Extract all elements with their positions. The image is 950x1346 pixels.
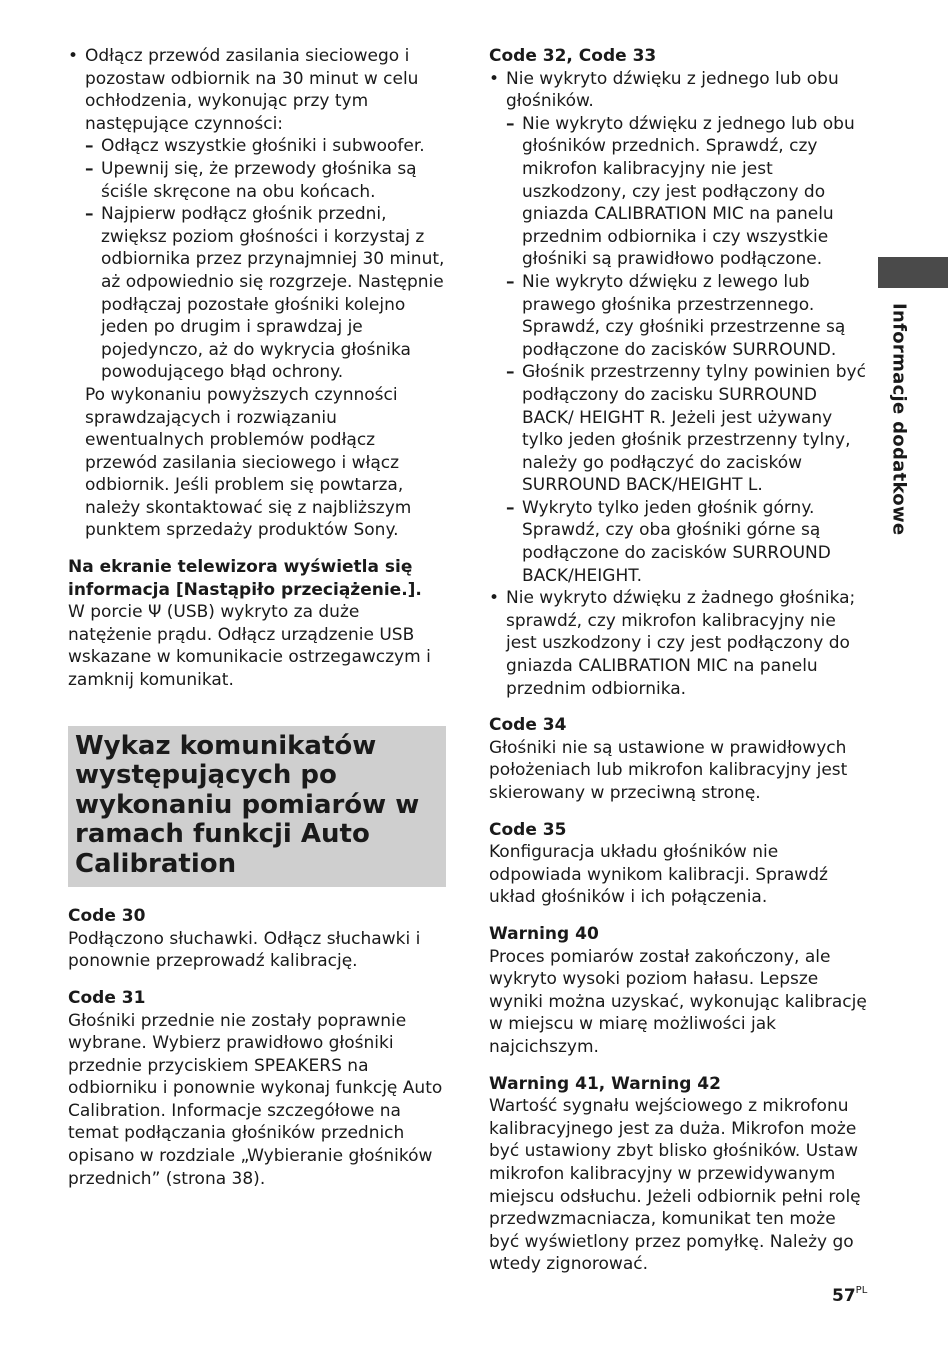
bullet-item (489, 587, 871, 700)
dash-mark: – (506, 113, 515, 134)
section-side-label: Informacje dodatkowe (888, 303, 910, 536)
bullet-text: Odłącz przewód zasilania sieciowego i pozostaw odbiornik na 30 minut w celu ochłodzenia, wykonując przy tym następujące czynności: (85, 46, 419, 134)
tv-overload-text: W porcie Ψ (USB) wykryto za duże natężenie prądu. Odłącz urządzenie USB wskazane w komunikacie ostrzegawczym i zamknij komunikat. (68, 602, 431, 691)
dash-text: Odłącz wszystkie głośniki i subwoofer. (101, 136, 425, 157)
warning4142-text: Wartość sygnału wejściowego z mikrofonu kalibracyjnego jest za duża. Mikrofon może być ustawiony zbyt blisko głośników. Ustaw mikrofon kalibracyjny w przewidywanym miejscu odsłuchu. Jeżeli odbiornik pełni rolę przedwzmacniacza, komunikat ten może być wyświetlony przez pomyłkę. Należy go wtedy zignorować. (489, 1096, 861, 1275)
right-column (489, 45, 871, 1276)
warning4142-title: Warning 41, Warning 42 (489, 1073, 721, 1094)
dash-text: Upewnij się, że przewody głośnika są ściśle skręcone na obu końcach. (101, 158, 417, 202)
dash-text: Najpierw podłącz głośnik przedni, zwiększ poziom głośności i korzystaj z odbiornika przez przynajmniej 30 minut, aż odpowiednio się rozgrzeje. Następnie podłączaj pozostałe głośniki kolejno jeden po drugim i sprawdzaj je pojedynczo, aż do wykrycia głośnika powodującego błąd ochrony. (101, 204, 445, 383)
page-language-suffix: PL (855, 1285, 868, 1296)
after-check-text: Po wykonaniu powyższych czynności sprawdzających i rozwiązaniu ewentualnych problemów podłącz przewód zasilania sieciowego i włącz odbiornik. Jeśli problem się powtarza, należy skontaktować się z najbliższym punktem sprzedaży produktów Sony. (85, 384, 412, 541)
bullet-item (68, 45, 446, 135)
bullet-text: Nie wykryto dźwięku z jednego lub obu głośników. (506, 68, 839, 112)
code31-title: Code 31 (68, 987, 146, 1008)
dash-item (85, 135, 446, 158)
code34-text: Głośniki nie są ustawione w prawidłowych położeniach lub mikrofon kalibracyjny jest skierowany w przeciwną stronę. (489, 737, 848, 803)
dash-text: Nie wykryto dźwięku z jednego lub obu głośników przednich. Sprawdź, czy mikrofon kalibracyjny nie jest uszkodzony, czy jest podłączony do gniazda CALIBRATION MIC na panelu przednim odbiornika i czy wszystkie głośniki są prawidłowo podłączone. (522, 113, 855, 270)
code31-text: Głośniki przednie nie zostały poprawnie wybrane. Wybierz prawidłowo głośniki przednie przyciskiem SPEAKERS na odbiorniku i ponownie wykonaj funkcję Auto Calibration. Informacje szczegółowe na temat podłączania głośników przednich opisano w rozdziale „Wybieranie głośników przednich” (strona 38). (68, 1010, 443, 1189)
code30-text: Podłączono słuchawki. Odłącz słuchawki i ponownie przeprowadź kalibrację. (68, 928, 421, 972)
warning40-text: Proces pomiarów został zakończony, ale wykryto wysoki poziom hałasu. Lepsze wyniki można uzyskać, wykonując kalibrację w miejscu w miarę możliwości jak najcichszym. (489, 946, 867, 1057)
section-tab-marker (878, 257, 948, 288)
usb-icon: Ψ (147, 602, 162, 623)
dash-item (506, 113, 871, 271)
page-number: $57^{PL}$ (832, 1285, 868, 1306)
code35-text: Konfiguracja układu głośników nie odpowiada wynikom kalibracji. Sprawdź układ głośników i ich połączenia. (489, 842, 828, 908)
dash-text: Wykryto tylko jeden głośnik górny. Sprawdź, czy oba głośniki górne są podłączone do zacisków SURROUND BACK/HEIGHT. (522, 497, 831, 586)
bullet-mark: • (68, 46, 79, 66)
dash-text: Głośnik przestrzenny tylny powinien być podłączony do zacisku SURROUND BACK/ HEIGHT R. Jeżeli jest używany tylko jeden głośnik przestrzenny tylny, należy go podłączyć do zacisków SURROUND BACK/HEIGHT L. (522, 362, 866, 496)
code35-title: Code 35 (489, 819, 567, 840)
dash-mark: – (506, 271, 515, 292)
dash-item (506, 361, 871, 497)
dash-mark: – (506, 497, 515, 518)
code3233-title: Code 32, Code 33 (489, 46, 657, 66)
warning40-title: Warning 40 (489, 923, 599, 944)
dash-item (506, 497, 871, 587)
bullet-item (489, 68, 871, 113)
bullet-text: Nie wykryto dźwięku z żadnego głośnika; sprawdź, czy mikrofon kalibracyjny nie jest uszkodzony i czy jest podłączony do gniazda CALIBRATION MIC na panelu przednim odbiornika. (506, 588, 856, 699)
tv-overload-heading: Na ekranie telewizora wyświetla się informacja [Nastąpiło przeciążenie.]. (68, 557, 422, 600)
bullet-mark: • (489, 588, 500, 609)
dash-mark: – (506, 362, 515, 383)
dash-list (506, 113, 871, 587)
dash-text: Nie wykryto dźwięku z lewego lub prawego głośnika przestrzennego. Sprawdź, czy głośniki przestrzenne są podłączone do zacisków SURROUND. (522, 271, 846, 360)
section-banner: Wykaz komunikatów występujących po wykonaniu pomiarów w ramach funkcji Auto Calibration (68, 726, 446, 888)
dash-item (85, 203, 446, 384)
code30-title: Code 30 (68, 906, 146, 927)
dash-mark: – (85, 136, 94, 157)
dash-list (85, 135, 446, 384)
left-column (68, 45, 446, 1190)
dash-item (506, 271, 871, 361)
dash-mark: – (85, 158, 94, 179)
code34-title: Code 34 (489, 715, 567, 736)
dash-item (85, 158, 446, 203)
bullet-mark: • (489, 68, 500, 89)
dash-mark: – (85, 204, 94, 225)
